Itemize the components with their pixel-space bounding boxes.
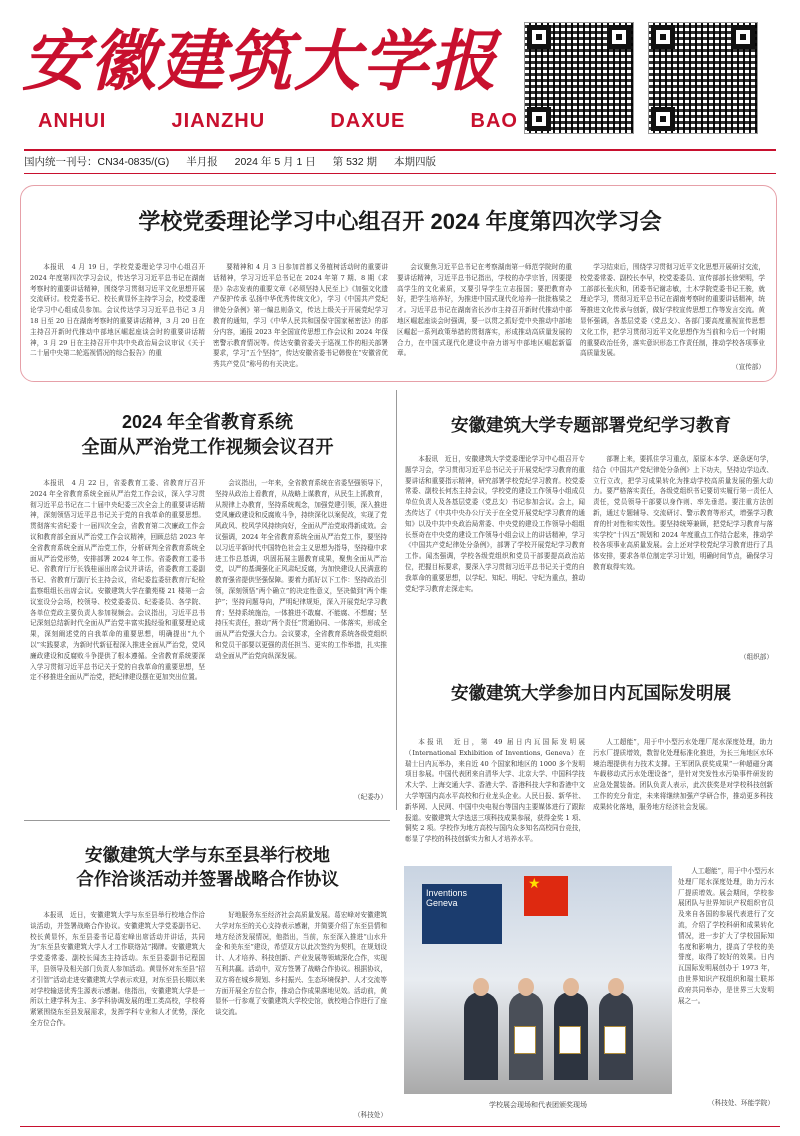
article2-col-2: 部署上来，要抓住学习重点，原原本本学、逐条逐句学，结合《中国共产党纪律处分条例》上下功夫，坚持边学边改、立行立改，把学习成果转化为推动学校高质量发展的强大动力。要严格落实责任，各级党组织书记要切实履行第一责任人责任，党员领导干部要以身作则、率先垂范。要注重方法创新，通过专题辅导、交流研讨、警示教育等形式，增强学习教育的针对性和实效性。要坚持统筹兼顾，把党纪学习教育与落实学校“十四五”规划和 2024 年度重点工作结合起来，推动学校各项事业高质量发展。会上还对学校党纪学习教育进行了具体安排，要求各单位制定学习计划，明确时间节点，确保学习教育取得实效。 [593, 455, 773, 571]
issue-number: 第 532 期 [332, 156, 378, 168]
qr-code-icon [524, 22, 634, 134]
article3-col-1: 本报讯 近日，第 49 届日内瓦国际发明展（International Exhibition of Inventions, Geneva）在瑞士日内瓦举办，来自近 40 个国家和地区的 1000 多个发明项目参展。中国代表团来自清华大学、北京大学、中国科学技术大学、上海交通大学、香港大学、香港科技大学和香港中文大学等国内高水平高校和行业龙头企业。人民日报、新华社、新华网、人民网、中国中央电视台等国内主要媒体进行了跟踪报道。安徽建筑大学选送三项科技成果参展，获得金奖 1 项、铜奖 2 项。学校作为地方高校与国内众多知名高校同台竞技，彰显了学校的科技创新实力和人才培养水平。 [405, 738, 585, 844]
lead-col-2: 要精神和 4 月 3 日参加首都义务植树活动时的重要讲话精神，学习习近平总书记在 2024 年第 7 期、8 期《求是》杂志发表的重要文章《必须坚持人民至上》《加强文化遗产保护传承 弘扬中华优秀传统文化》，学习《中国共产党纪律处分条例》第一编总则条文，传达上级关于开展党纪学习教育的通知，学习《中华人民共和国保守国家秘密法》的部分内容，通报 2023 年全国宣传思想工作会议和 2024 年保密警示教育情况等。传达安徽省委关于巡视工作的相关部署要求，学习“五个坚持”，传达安徽省委书记韩俊在“安徽省优秀共产党员”称号的有关决定。 [213, 263, 388, 369]
pinyin-2: JIANZHU [171, 110, 266, 132]
article3-author: （科技处、环能学院） [708, 1099, 774, 1107]
issue-cn-number: 国内统一刊号：CN34-0835/(G) [24, 156, 170, 168]
lead-col-1: 本报讯 4 月 19 日，学校党委理论学习中心组召开 2024 年度第四次学习会议，传达学习习近平总书记在湖南考察时的重要讲话精神，围绕学习贯彻习近平文化思想开展交流研讨。校党委书记、校长黄显怀主持学习会，校党委理论学习中心组成员参加。会议传达学习习近平总书记 3 月 18 日至 20 日在湖南考察时的重要讲话精神，3 月 20 日在主持召开新时代推动中部地区崛起座谈会时的重要讲话精神，3 月 29 日在主持召开中共中央政治局会议审议《关于二十届中央第二轮巡视情况的综合报告》的重 [30, 263, 205, 358]
article1-headline-line2: 全面从严治党工作视频会议召开 [81, 437, 334, 457]
article1-headline-line1: 2024 年全省教育系统 [121, 412, 294, 432]
article4-headline-line1: 安徽建筑大学与东至县举行校地 [85, 845, 330, 865]
footer-rule [20, 1126, 780, 1127]
lead-headline: 学校党委理论学习中心组召开 2024 年度第四次学习会 [138, 209, 662, 234]
lead-col-3: 会议聚焦习近平总书记在考察湖南第一师范学院时的重要讲话精神，习近平总书记指出，学校的办学宗旨，因要提高学生的文化素质，又要引导学生立志报国；要把教育办好，把学生培养好，为推进中国式现代化培养一批批栋梁之才。习近平总书记在湖南省长沙市主持召开新时代推动中部地区崛起座谈会时强调，要一以贯之抓好党中央推动中部地区崛起一系列政策举措的贯彻落实，形成推动高质量发展的合力，在中国式现代化建设中奋力谱写中部地区崛起新篇章。 [397, 263, 572, 358]
certificate-icon [559, 1026, 581, 1054]
issue-bar [24, 149, 776, 174]
article3-col-2: 人工超能”，用于中小型污水处理厂尾水深度处理，助力污水厂提质增效，数智化处理标准化推进，为长三角地区水环境治理提供有力技术支撑。王军团队获奖成果“一种超磁分离车载移动式污水处理设备”，是针对突发性水污染事件研发的应急处置装备。团队负责人表示，此次获奖是对学校科技创新工作的充分肯定，未来将继续加强产学研合作，推动更多科技成果转化落地，服务地方经济社会发展。 [593, 738, 773, 811]
column-divider [396, 390, 397, 810]
issue-pages: 本期四版 [393, 156, 436, 168]
article2-col-1: 本报讯 近日，安徽建筑大学党委理论学习中心组召开专题学习会，学习贯彻习近平总书记关于开展党纪学习教育的重要讲话和重要指示精神，研究部署学校党纪学习教育。校党委常委、副校长何杰主持会议，学校党的建设工作领导小组成员单位负责人及各基层党委（党总支）书记参加会议。会上，闻杰传达了《中共中央办公厅关于在全党开展党纪学习教育的通知》以及中共中央政治局常委、中央党的建设工作领导小组组长蔡奇在中央党的建设工作领导小组会议上的讲话精神，学习《中国共产党纪律处分条例》，部署了学校开展党纪学习教育工作。闻杰强调，学校各级党组织和党员干部要提高政治站位，把握目标要求，要深入学习贯彻习近平总书记关于党的自我革命的重要思想，以学纪、知纪、明纪、守纪为重点，推动党纪学习教育走深走实。 [405, 455, 585, 593]
article2-author: （组织部） [740, 653, 773, 661]
article4-author: （科技处） [354, 1111, 387, 1119]
issue-date: 2024 年 5 月 1 日 [234, 156, 316, 168]
person-figure [464, 992, 498, 1080]
section-rule [24, 820, 390, 821]
geneva-sign: Inventions Geneva [422, 884, 502, 944]
qr-code-icon [648, 22, 758, 134]
article1-author: （纪委办） [354, 793, 387, 801]
article1-col-2: 会议指出，一年来，全省教育系统在省委坚强领导下，坚持从政治上看教育，从战略上谋教育，从民生上抓教育，从规律上办教育，坚持系统观念，加强党建引领，深入推进党风廉政建设和反腐败斗争，持续深化以案促改，实现了党风政风、校风学风持续向好，全面从严治党取得新成效。会议强调，2024 年全省教育系统全面从严治党工作，要坚持以习近平新时代中国特色社会主义思想为指导，坚持稳中求进工作总基调，巩固拓展主题教育成果，聚焦全面从严治党，以严的基调强化正风肃纪反腐，为加快建设人民满意的教育强省提供坚强保障。要着力抓好以下工作：坚持政治引领，深刻领悟“两个确立”的决定性意义，坚决做到“两个维护”；坚持问题导向，严明纪律规矩，深入开展党纪学习教育；坚持系统施治，一体推进不敢腐、不能腐、不想腐；坚持压实责任，推动“两个责任”贯通协同、一体落实，形成全面从严治党强大合力。会议要求，全省教育系统各级党组织和党员干部要以更强的责任担当、更实的工作举措，扎实推动全面从严治党向纵深发展。 [215, 479, 387, 660]
article2-headline: 安徽建筑大学专题部署党纪学习教育 [451, 415, 731, 435]
article4-headline-line2: 合作洽谈活动并签署战略合作协议 [76, 869, 339, 889]
flag-icon [524, 876, 568, 916]
article4-col-2: 好地服务东至经济社会高质量发展。葛宏峰对安徽建筑大学对东至的关心支持表示感谢，并简要介绍了东至县情和地方经济发展情况，他指出，当前，东至深入推进“山水升金·和美东至”建设，希望双方以此次签约为契机，在规划设计、人才培养、科技创新、产业发展等领域深化合作，实现互利共赢。活动中，双方签署了战略合作协议。根据协议，双方将在城乡规划、乡村振兴、生态环境保护、人才交流等方面开展全方位合作，推动合作成果落地见效。活动前，黄显怀一行参观了安徽建筑大学校史馆，就校地合作进行了座谈交流。 [215, 911, 387, 1017]
article1-col-1: 本报讯 4 月 22 日，省委教育工委、省教育厅召开 2024 年全省教育系统全面从严治党工作会议，深入学习贯彻习近平总书记在二十届中央纪委三次全会上的重要讲话精神，深刻领悟习近平总书记关于党的自我革命的重要思想。贯彻落实省纪委十一届四次全会，省教育第二次廉政工作会议和教育部全面从严治党工作会议精神，回顾总结 2023 年全省教育系统全面从严治党工作，分析研判全省教育系统全面从严治党形势，安排部署 2024 年工作。省委教育工委书记、省教育厅厅长钱桂丽出席会议并讲话，省委教育工委副书记、省教育厅副厅长主持会议，省纪委监委驻教育厅纪检监察组组长出席会议。安徽建筑大学在徽苑楼 21 楼第一会议室设分会场，校领导、校党委委员、纪委委员、各学院、各单位党政主要负责人参加视频会。会议指出，习近平总书记深刻总结新时代全面从严治党丰富实践经验和重要理论成果，深刻阐述党的自我革命的重要思想，明确提出“九个以”实践要求，为新时代新征程深入推进全面从严治党，党风廉政建设和反腐败斗争提供了根本遵循。全省教育系统要深入学习贯彻习近平总书记关于党的自我革命的重要思想，坚定不移推进全面从严治党，把纪律建设摆在更加突出位置。 [30, 479, 205, 682]
masthead-pinyin [38, 110, 518, 133]
award-photo [404, 866, 672, 1094]
issue-frequency: 半月报 [186, 156, 218, 168]
lead-author: （宣传部） [732, 363, 765, 371]
photo-caption: 学校展会现场和代表团颁奖现场 [489, 1101, 587, 1109]
pinyin-4: BAO [470, 110, 518, 132]
article3-headline: 安徽建筑大学参加日内瓦国际发明展 [451, 683, 731, 703]
pinyin-3: DAXUE [330, 110, 406, 132]
masthead-title: 安徽建筑大学报 [22, 22, 498, 100]
certificate-icon [514, 1026, 536, 1054]
article4-col-1: 本报讯 近日，安徽建筑大学与东至县举行校地合作洽谈活动，并签署战略合作协议。安徽建筑大学党委副书记、校长黄显怀，东至县委书记葛宏峰出席活动并讲话，共同为“东至县安徽建筑大学人才工作联络站”揭牌。安徽建筑大学党委常委、副校长闻杰主持活动。东至县委副书记程国平，县领导及相关部门负责人参加活动。黄显怀对东至县“招才引智”活动走进安徽建筑大学表示欢迎，对东至县长期以来对学校输送优秀生源表示感谢。他指出，安徽建筑大学是一所以土建学科为主、多学科协调发展的理工类高校，学校将紧紧围绕东至县发展需求，发挥学科专业和人才优势，深化全方位合作。 [30, 911, 205, 1027]
certificate-icon [604, 1026, 626, 1054]
lead-col-4: 学习结束后，围绕学习贯彻习近平文化思想开展研讨交流，校党委常委、副校长李早，校党委委员、宣传部部长徐荣明，学工部部长张庆和，团委书记谢志敏，土木学院党委书记王骏，就理论学习，贯彻习近平总书记在湖南考察时的重要讲话精神，统筹推进文化传承与创新，做好学校宣传思想工作等发言交流。黄显怀强调，各基层党委（党总支）、各部门要高度重视宣传思想文化工作，把学习贯彻习近平文化思想作为当前和今后一个时期的重要政治任务，落实意识形态工作责任制，推动学校各项事业高质量发展。 [580, 263, 765, 358]
article3-col-3: 人工超能”，用于中小型污水处理厂尾水深度处理，助力污水厂提质增效。展会期间，学校参展团队与世界知识产权组织官员及来自各国的参展代表进行了交流，介绍了学校科研和成果转化情况，进一步扩大了学校国际知名度和影响力，提高了学校的美誉度，取得了较好的效果。日内瓦国际发明展创办于 1973 年，由世界知识产权组织和瑞士联邦政府共同举办，是世界三大发明展之一。 [678, 867, 774, 1005]
pinyin-1: ANHUI [38, 110, 107, 132]
